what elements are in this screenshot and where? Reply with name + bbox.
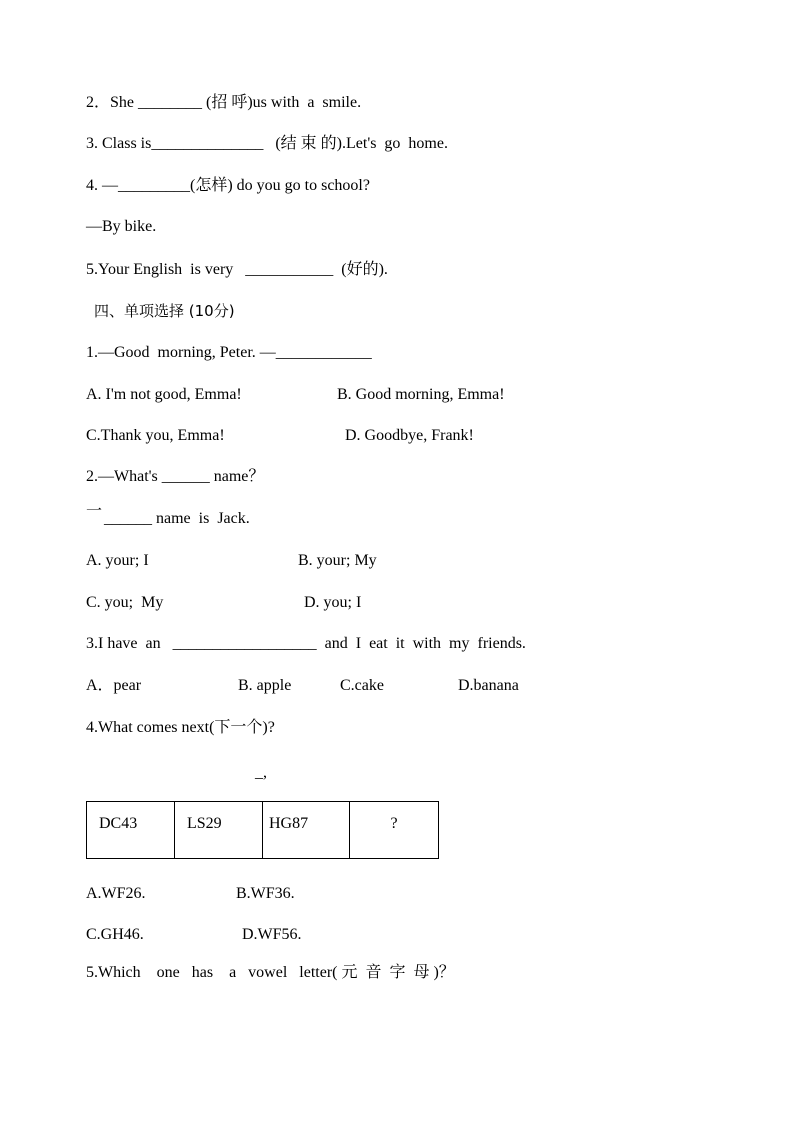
q4-stem: 4.What comes next(下一个)? xyxy=(86,719,275,736)
q3-option-c: C.cake xyxy=(340,677,384,694)
q2-option-d: D. you; I xyxy=(304,594,362,611)
fill-in-question-5: 5.Your English is very ___________ (好的). xyxy=(86,261,388,278)
q1-option-c: C.Thank you, Emma! xyxy=(86,427,225,444)
q2-option-c: C. you; My xyxy=(86,594,164,611)
q3-option-d: D.banana xyxy=(458,677,519,694)
sequence-cell-2: LS29 xyxy=(175,802,263,859)
q4-option-b: B.WF36. xyxy=(236,885,295,902)
fill-in-answer-4: —By bike. xyxy=(86,218,157,235)
q4-option-c: C.GH46. xyxy=(86,926,144,943)
q1-option-d: D. Goodbye, Frank! xyxy=(345,427,474,444)
sequence-cell-1: DC43 xyxy=(87,802,175,859)
q2-dash: 一 xyxy=(86,503,103,520)
q3-option-a: A．pear xyxy=(86,677,142,694)
q1-option-a: A. I'm not good, Emma! xyxy=(86,386,242,403)
q4-sequence-table xyxy=(86,801,439,859)
q5-stem: 5.Which one has a vowel letter( 元 音 字 母 )？ xyxy=(86,964,455,981)
fill-in-question-4: 4. —_________(怎样) do you go to school? xyxy=(86,177,370,194)
fill-in-question-3: 3. Class is______________ (结 束 的).Let's go home. xyxy=(86,135,448,152)
q3-stem: 3.I have an __________________ and I eat it with my friends. xyxy=(86,635,526,652)
sequence-cell-4: ? xyxy=(350,802,439,859)
section-heading: 四、单项选择 (10分) xyxy=(94,302,235,320)
q4-option-d: D.WF56. xyxy=(242,926,302,943)
q2-option-a: A. your; I xyxy=(86,552,149,569)
fill-in-question-2: 2．She ________ (招 呼)us with a smile. xyxy=(86,94,362,111)
q4-option-a: A.WF26. xyxy=(86,885,146,902)
q2-option-b: B. your; My xyxy=(298,552,377,569)
q1-stem: 1.—Good morning, Peter. —____________ xyxy=(86,344,372,361)
q4-stray-mark: _, xyxy=(255,764,267,781)
sequence-cell-3: HG87 xyxy=(263,802,350,859)
q3-option-b: B. apple xyxy=(238,677,292,694)
q2-stem: 2.—What's ______ name？ xyxy=(86,468,265,485)
q2-answer-line: ______ name is Jack. xyxy=(104,510,250,527)
q1-option-b: B. Good morning, Emma! xyxy=(337,386,505,403)
